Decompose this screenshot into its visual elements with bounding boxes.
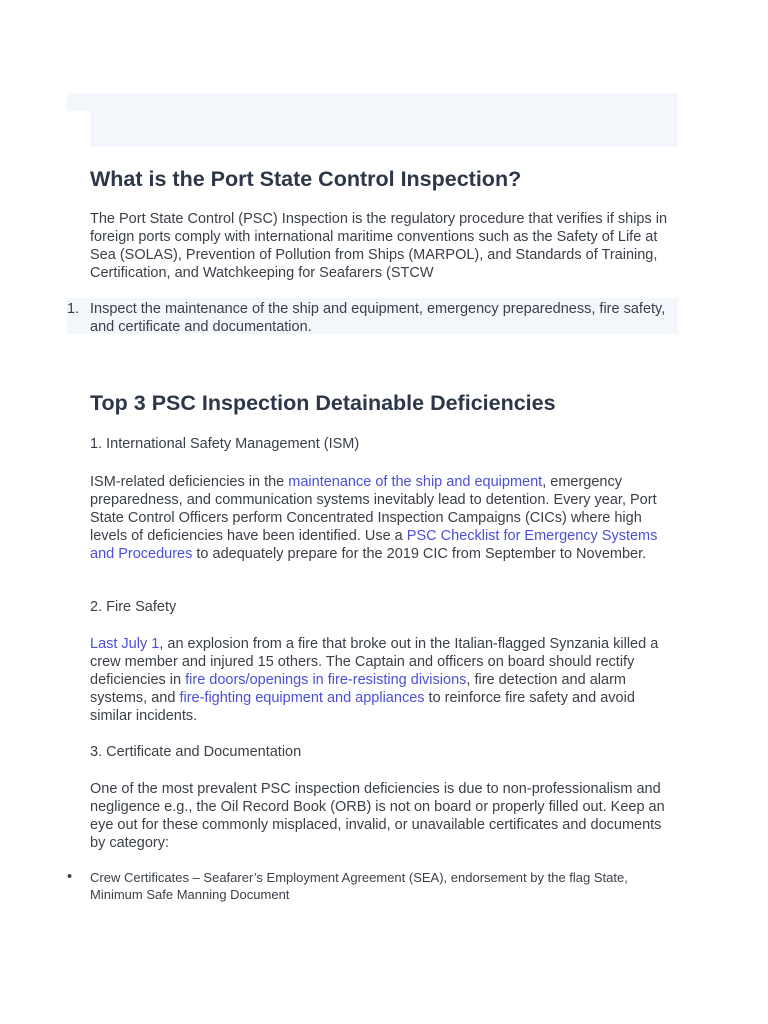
last-july-link[interactable]: Last July 1 [90,636,160,652]
fire-safety-title: 2. Fire Safety [90,599,177,615]
fire-safety-paragraph [90,635,670,725]
maintenance-link[interactable]: maintenance of the ship and equipment [288,474,543,490]
ism-text-c: to adequately prepare for the 2019 CIC from September to November. [192,546,647,562]
fire-text-b: , fire detection and alarm systems, and [90,672,626,706]
top-shaded-block [67,93,678,147]
list-number: 1. [67,301,80,317]
certificate-title: 3. Certificate and Documentation [90,744,302,760]
ism-title: 1. International Safety Management (ISM) [90,436,360,452]
section2-heading: Top 3 PSC Inspection Detainable Deficiencies [90,391,556,415]
section1-intro: The Port State Control (PSC) Inspection is the regulatory procedure that verifies if ships in foreign ports comply with international maritime conventions such as the Safety of Life at Sea (SOLAS), Prevention of Pollution from Ships (MARPOL), and Standards of Training, Certification, and Watchkeeping for Seafarers (STCW [90,211,668,281]
section1-heading: What is the Port State Control Inspection? [90,167,522,191]
fire-doors-link[interactable]: fire doors/openings in fire-resisting divisions [185,672,467,688]
fire-text-a: , an explosion from a fire that broke out in the Italian-flagged Synzania killed a crew member and injured 15 others. The Captain and officers on board should rectify deficiencies in [90,636,659,688]
certificate-paragraph: One of the most prevalent PSC inspection deficiencies is due to non-professionalism and negligence e.g., the Oil Record Book (ORB) is not on board or properly filled out. Keep an eye out for these commonly misplaced, invalid, or unavailable certificates and documents by category: [90,781,665,851]
top-shaded-notch [67,111,90,147]
fire-text-c: to reinforce fire safety and avoid similar incidents. [90,690,635,724]
fire-fighting-link[interactable]: fire-fighting equipment and appliances [179,690,425,706]
crew-certificates-bullet: Crew Certificates – Seafarer’s Employment Agreement (SEA), endorsement by the flag State, Minimum Safe Manning Document [90,870,628,902]
bullet-marker: • [67,869,73,885]
psc-checklist-link[interactable]: PSC Checklist for Emergency Systems and Procedures [90,528,658,562]
ism-paragraph [90,473,670,563]
ism-text-b: , emergency preparedness, and communication systems inevitably lead to detention. Every year, Port State Control Officers perform Concentrated Inspection Campaigns (CICs) where high levels of deficiencies have been identified. Use a [90,474,657,544]
list-item: Inspect the maintenance of the ship and equipment, emergency preparedness, fire safety, and certificate and documentation. [90,301,666,335]
ism-text-a: ISM-related deficiencies in the [90,474,289,490]
